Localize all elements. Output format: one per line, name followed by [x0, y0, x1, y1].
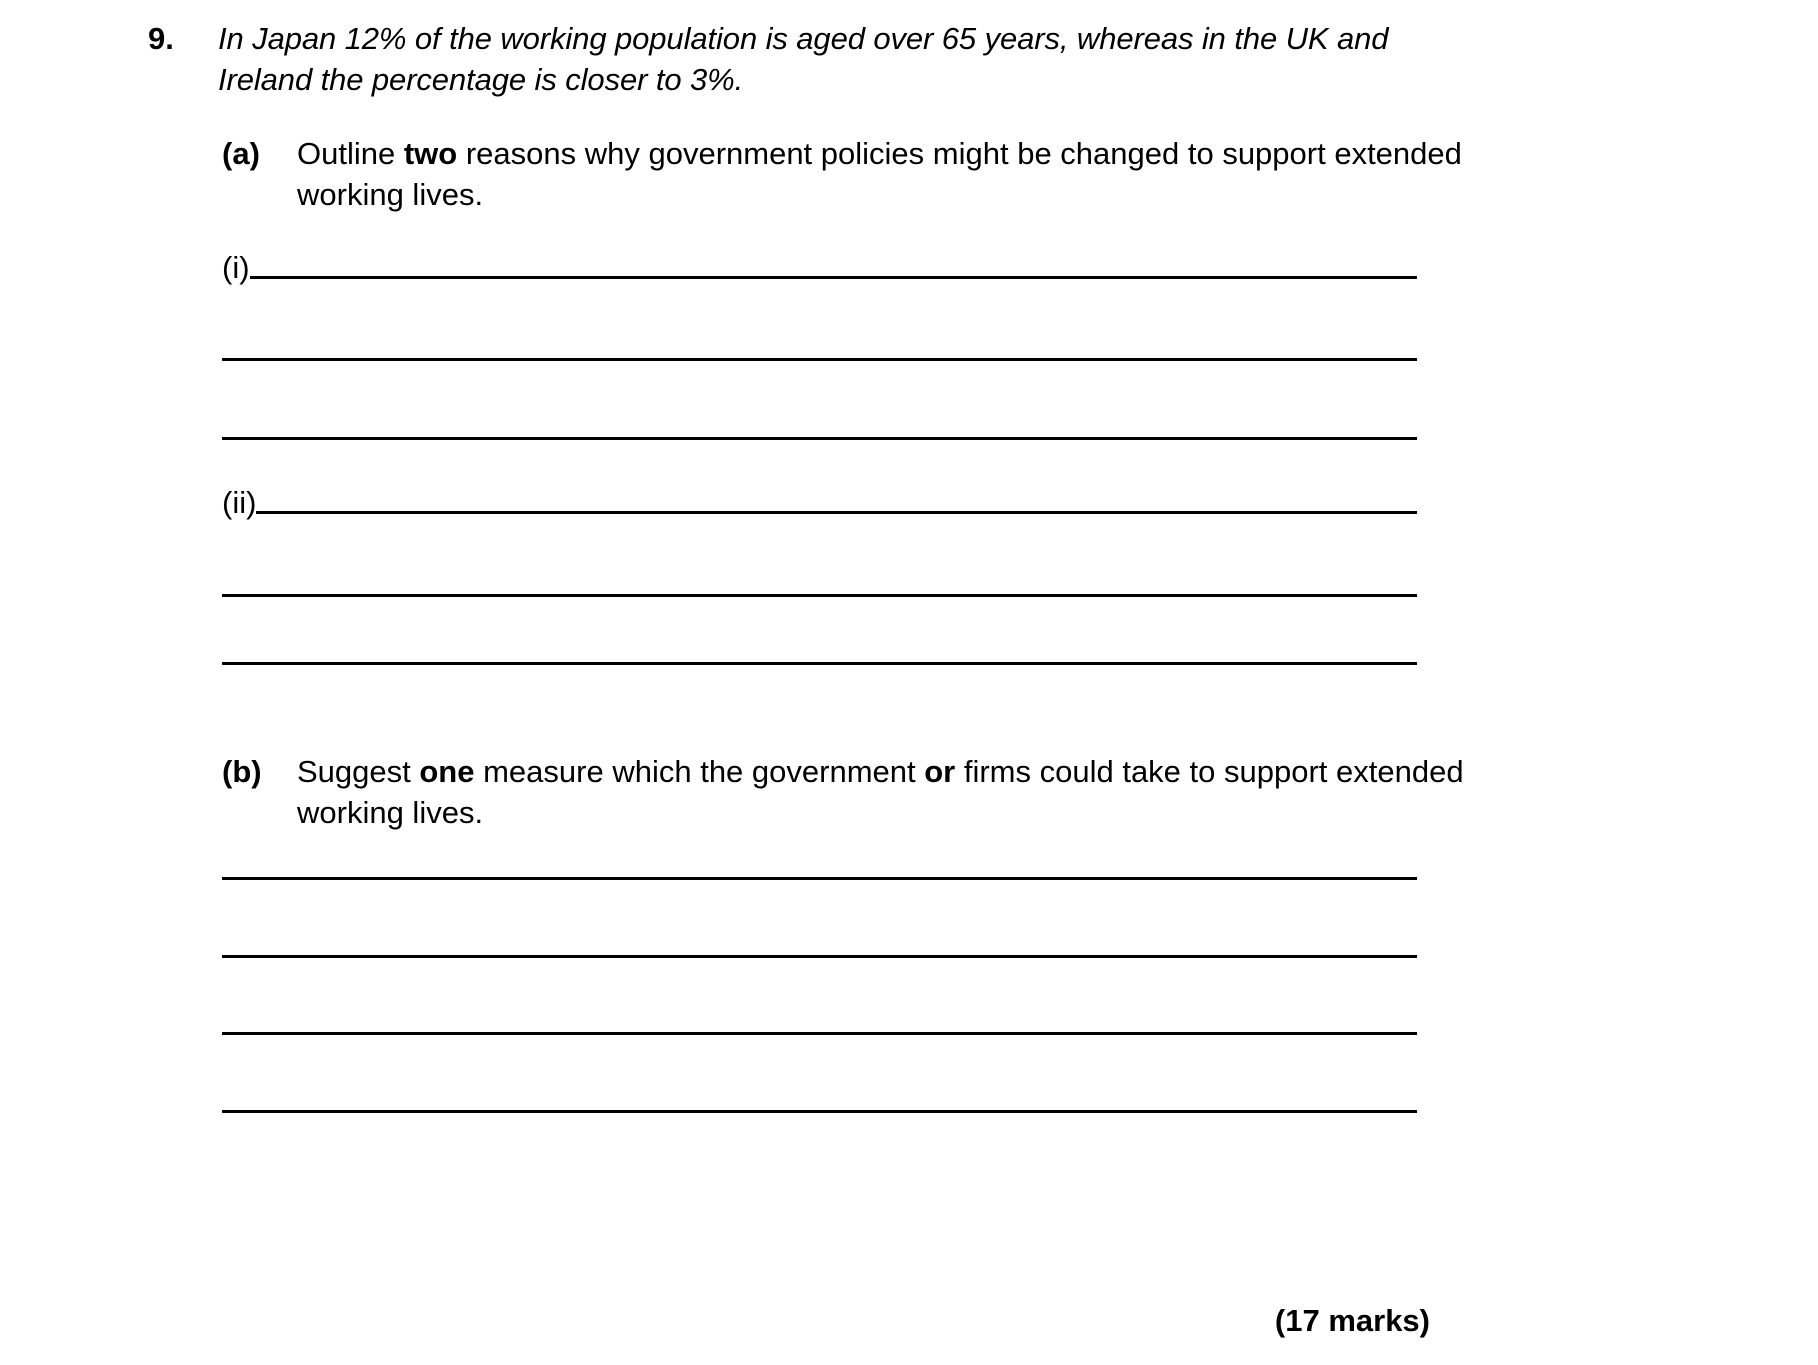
answer-line-b-4[interactable] [222, 1110, 1417, 1113]
question-number: 9. [148, 21, 174, 56]
question-part-a [222, 133, 1482, 215]
part-b-text [297, 751, 1477, 833]
answer-line-a-i-2[interactable] [222, 358, 1417, 361]
part-b-emphasis-or: or [924, 754, 956, 789]
part-a-text [297, 133, 1477, 215]
answer-line-a-i-labelled[interactable] [222, 245, 1417, 285]
part-a-text-pre: Outline [297, 136, 404, 171]
part-b-text-mid: measure which the government [474, 754, 925, 789]
question-stem-block [148, 18, 1448, 100]
answer-rule[interactable] [250, 276, 1417, 279]
part-a-text-post: reasons why government policies might be changed to support extended working lives. [297, 136, 1462, 212]
answer-line-a-ii-2[interactable] [222, 594, 1417, 597]
part-b-emphasis-one: one [419, 754, 475, 789]
part-a-label: (a) [222, 136, 260, 171]
part-a-emphasis: two [403, 136, 458, 171]
answer-line-b-3[interactable] [222, 1032, 1417, 1035]
answer-line-a-ii-labelled[interactable] [222, 480, 1417, 520]
answer-line-b-1[interactable] [222, 877, 1417, 880]
answer-rule[interactable] [256, 511, 1417, 514]
answer-label-roman-two: (ii) [222, 485, 257, 520]
part-b-text-pre: Suggest [297, 754, 420, 789]
answer-line-a-i-3[interactable] [222, 437, 1417, 440]
answer-line-b-2[interactable] [222, 955, 1417, 958]
question-part-b [222, 751, 1482, 833]
part-b-text-post: firms could take to support extended working lives. [297, 754, 1464, 830]
part-b-label: (b) [222, 754, 262, 789]
answer-line-a-ii-3[interactable] [222, 662, 1417, 665]
marks-total: (17 marks) [1274, 1303, 1430, 1338]
answer-label-roman-one: (i) [222, 250, 250, 285]
question-stem-text: In Japan 12% of the working population is aged over 65 years, whereas in the UK and Ireland the percentage is closer to 3%. [218, 21, 1389, 97]
